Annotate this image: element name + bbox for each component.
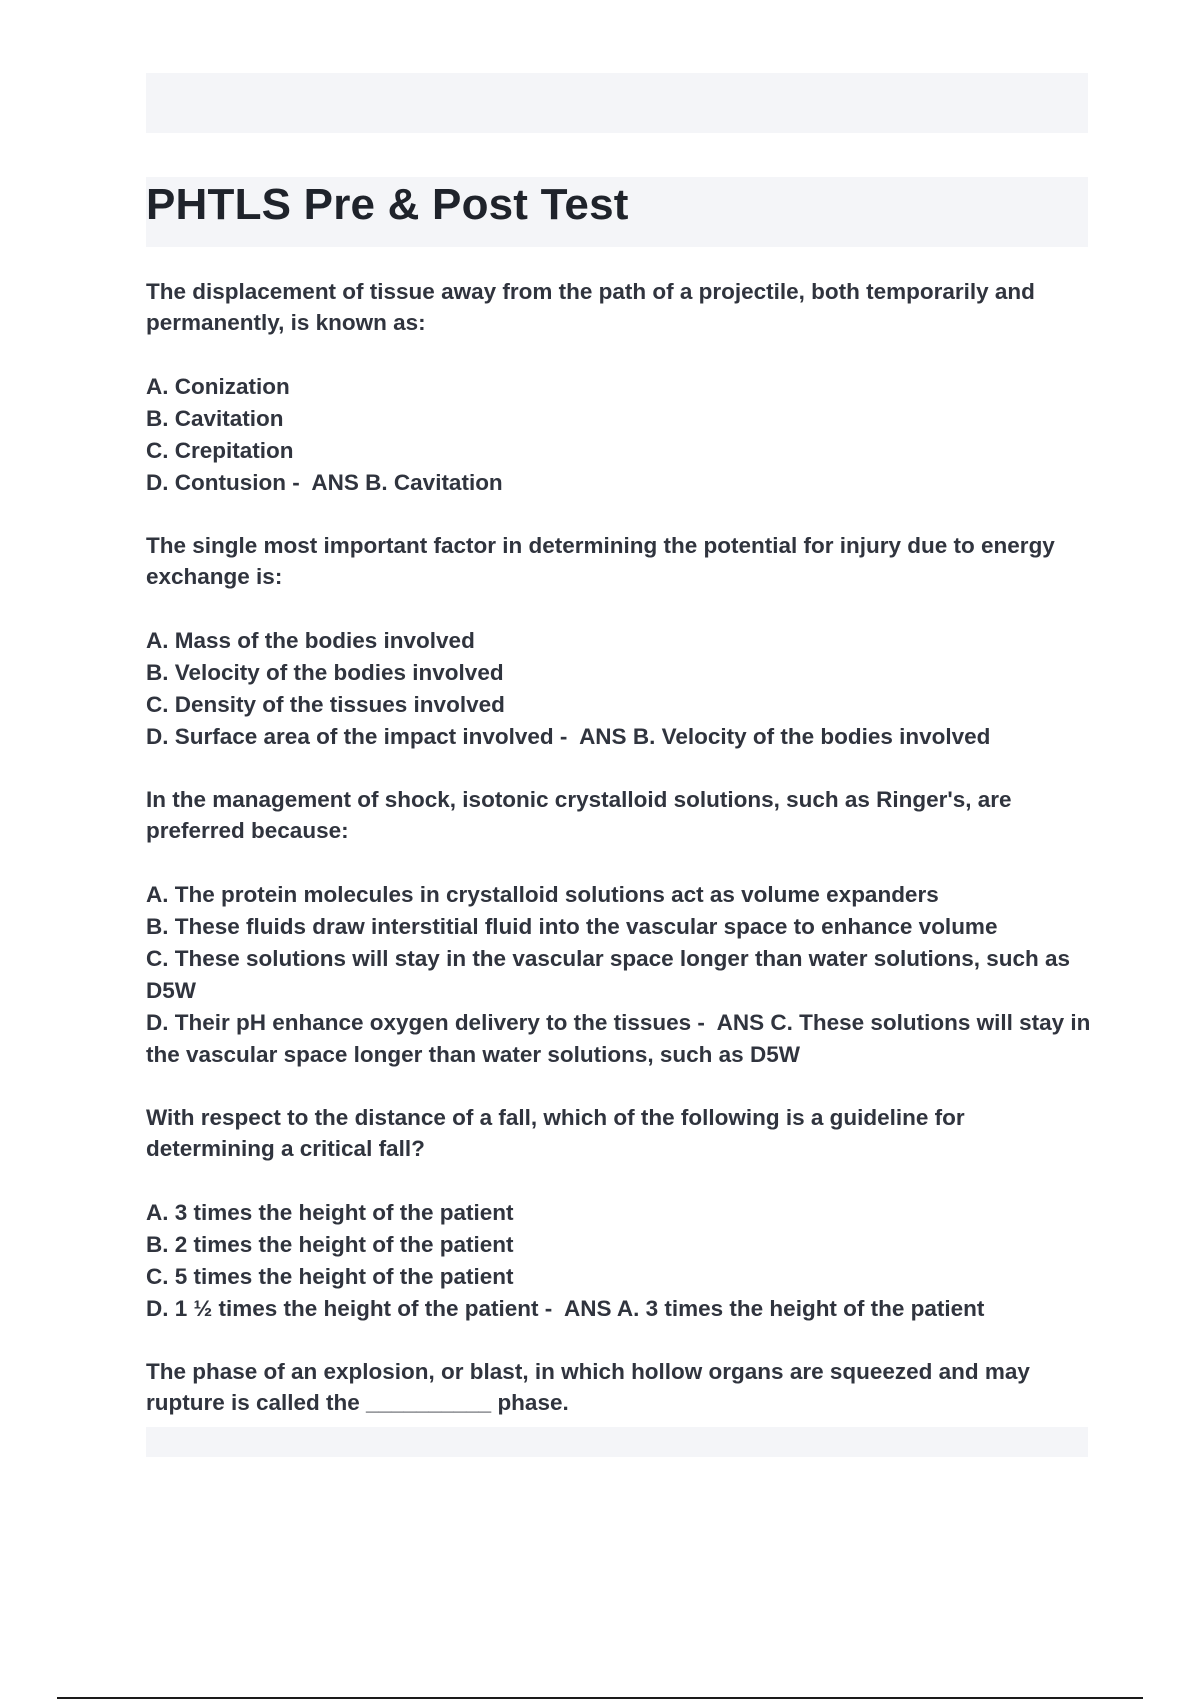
question-text: The phase of an explosion, or blast, in which hollow organs are squeezed and may rupture is called the __________ phase.	[146, 1359, 1030, 1415]
option-d-with-answer	[146, 467, 1096, 499]
question-block-1	[146, 276, 1096, 499]
option-d-with-answer	[146, 1007, 1096, 1071]
page-title: PHTLS Pre & Post Test	[146, 180, 629, 229]
option-d-with-answer	[146, 721, 1096, 753]
header-band	[146, 73, 1088, 133]
option-b: B. 2 times the height of the patient	[146, 1232, 514, 1257]
option-d: D. Their pH enhance oxygen delivery to the tissues	[146, 1010, 692, 1035]
question-list	[146, 276, 1096, 1451]
question-text: With respect to the distance of a fall, which of the following is a guideline for determining a critical fall?	[146, 1105, 965, 1161]
bottom-band	[146, 1427, 1088, 1457]
footer-divider	[57, 1697, 1143, 1699]
option-a: A. Conization	[146, 374, 290, 399]
question-text: The displacement of tissue away from the path of a projectile, both temporarily and permanently, is known as:	[146, 279, 1035, 335]
question-block-2	[146, 530, 1096, 753]
answer-separator: -	[538, 1296, 564, 1321]
option-c: C. 5 times the height of the patient	[146, 1264, 514, 1289]
option-d: D. Surface area of the impact involved	[146, 724, 554, 749]
option-c: C. Crepitation	[146, 438, 294, 463]
answer-separator: -	[553, 724, 580, 749]
answer-text: ANS B. Cavitation	[311, 470, 503, 495]
answer-text: ANS A. 3 times the height of the patient	[563, 1296, 985, 1321]
option-c: C. These solutions will stay in the vascular space longer than water solutions, such as D5W	[146, 946, 1071, 1003]
option-a: A. The protein molecules in crystalloid solutions act as volume expanders	[146, 882, 939, 907]
question-block-3	[146, 784, 1096, 1071]
answer-separator: -	[285, 470, 312, 495]
answer-text: ANS B. Velocity of the bodies involved	[579, 724, 991, 749]
option-a: A. 3 times the height of the patient	[146, 1200, 514, 1225]
answer-text: ANS C. These solutions will stay in the vascular space longer than water solutions, such as D5W	[146, 1010, 1091, 1067]
answer-separator: -	[691, 1010, 717, 1035]
option-c: C. Density of the tissues involved	[146, 692, 505, 717]
option-b: B. Velocity of the bodies involved	[146, 660, 504, 685]
option-d: D. Contusion	[146, 470, 286, 495]
question-block-5	[146, 1356, 1096, 1418]
question-text: In the management of shock, isotonic crystalloid solutions, such as Ringer's, are preferred because:	[146, 787, 1012, 843]
option-b: B. These fluids draw interstitial fluid into the vascular space to enhance volume	[146, 914, 998, 939]
question-block-4	[146, 1102, 1096, 1325]
option-b: B. Cavitation	[146, 406, 284, 431]
option-d: D. 1 ½ times the height of the patient	[146, 1296, 539, 1321]
option-d-with-answer	[146, 1293, 1096, 1325]
question-text: The single most important factor in determining the potential for injury due to energy exchange is:	[146, 533, 1055, 589]
option-a: A. Mass of the bodies involved	[146, 628, 475, 653]
